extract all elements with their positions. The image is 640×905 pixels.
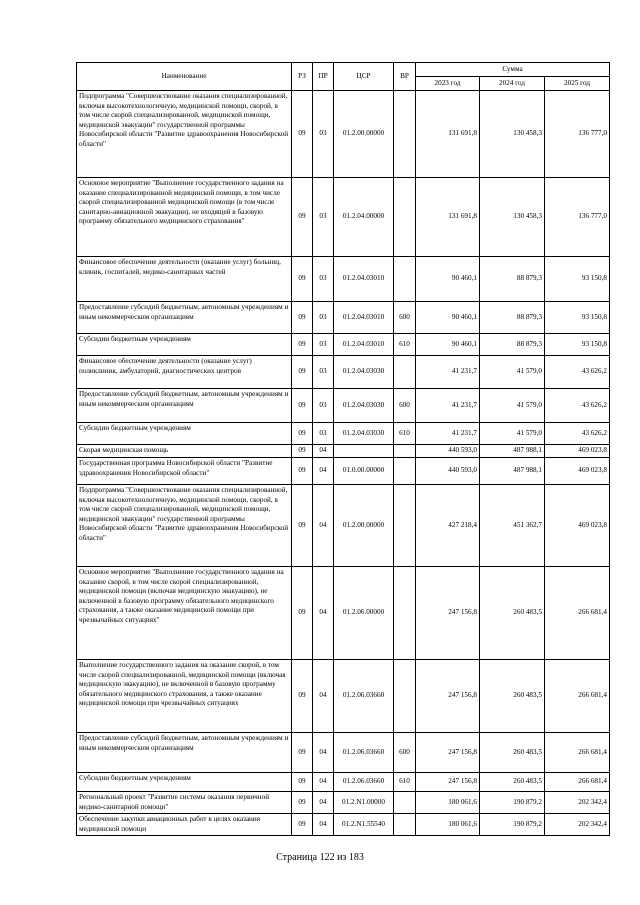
table-row xyxy=(77,356,610,389)
cell-vr xyxy=(394,178,416,257)
cell-y2023: 90 460,1 xyxy=(416,302,480,334)
cell-csr: 01.2.04.00000 xyxy=(334,178,394,257)
cell-vr: 610 xyxy=(394,423,416,445)
cell-y2025: 43 626,2 xyxy=(545,356,610,389)
cell-y2025: 266 681,4 xyxy=(545,567,610,660)
cell-pr: 04 xyxy=(313,660,334,733)
table-row xyxy=(77,792,610,814)
table-row xyxy=(77,423,610,445)
cell-csr: 01.2.00.00000 xyxy=(334,91,394,178)
cell-name: Предоставление субсидий бюджетным, автономным учреждениям и иным некоммерческим организациям xyxy=(77,389,292,423)
cell-y2023: 247 156,8 xyxy=(416,567,480,660)
cell-csr: 01.2.04.03010 xyxy=(334,334,394,356)
cell-y2023: 247 156,8 xyxy=(416,733,480,773)
cell-y2023: 247 156,8 xyxy=(416,660,480,733)
cell-csr: 01.2.04.03010 xyxy=(334,302,394,334)
page-number: Страница 122 из 183 xyxy=(276,852,364,863)
cell-name: Предоставление субсидий бюджетным, автономным учреждениям и иным некоммерческим организациям xyxy=(77,302,292,334)
cell-pr: 04 xyxy=(313,733,334,773)
cell-y2023: 90 460,1 xyxy=(416,257,480,302)
cell-y2025: 266 681,4 xyxy=(545,660,610,733)
cell-csr: 01.0.00.00000 xyxy=(334,458,394,485)
table-row xyxy=(77,458,610,485)
cell-pr: 04 xyxy=(313,567,334,660)
cell-y2024: 41 579,0 xyxy=(480,389,545,423)
table-row xyxy=(77,302,610,334)
cell-name: Субсидии бюджетным учреждениям xyxy=(77,423,292,445)
cell-rz: 09 xyxy=(292,445,313,458)
header-csr: ЦСР xyxy=(334,63,394,91)
cell-rz: 09 xyxy=(292,423,313,445)
cell-y2025: 266 681,4 xyxy=(545,773,610,792)
budget-table xyxy=(76,62,610,836)
cell-rz: 09 xyxy=(292,302,313,334)
cell-y2025: 136 777,0 xyxy=(545,91,610,178)
cell-csr: 01.2.06.03660 xyxy=(334,660,394,733)
cell-y2023: 90 460,1 xyxy=(416,334,480,356)
header-rz: РЗ xyxy=(292,63,313,91)
cell-rz: 09 xyxy=(292,814,313,836)
cell-y2025: 469 023,8 xyxy=(545,445,610,458)
table-body xyxy=(77,91,610,836)
table-row xyxy=(77,178,610,257)
cell-y2024: 190 879,2 xyxy=(480,814,545,836)
cell-rz: 09 xyxy=(292,91,313,178)
cell-rz: 09 xyxy=(292,334,313,356)
table-row xyxy=(77,91,610,178)
cell-csr: 01.2.06.00000 xyxy=(334,567,394,660)
cell-pr: 03 xyxy=(313,389,334,423)
cell-y2024: 487 988,1 xyxy=(480,458,545,485)
cell-csr: 01.2.06.03660 xyxy=(334,733,394,773)
cell-csr: 01.2.04.03010 xyxy=(334,257,394,302)
cell-rz: 09 xyxy=(292,792,313,814)
header-year-2023: 2023 год xyxy=(416,77,480,91)
table-row xyxy=(77,733,610,773)
cell-name: Скорая медицинская помощь xyxy=(77,445,292,458)
cell-rz: 09 xyxy=(292,660,313,733)
cell-y2024: 260 483,5 xyxy=(480,773,545,792)
cell-rz: 09 xyxy=(292,356,313,389)
cell-rz: 09 xyxy=(292,773,313,792)
cell-name: Финансовое обеспечение деятельности (оказание услуг) больниц, клиник, госпиталей, медико-санитарных частей xyxy=(77,257,292,302)
header-year-2025: 2025 год xyxy=(545,77,610,91)
cell-y2025: 266 681,4 xyxy=(545,733,610,773)
cell-y2024: 88 879,3 xyxy=(480,334,545,356)
cell-vr xyxy=(394,567,416,660)
cell-name: Региональный проект "Развитие системы оказания первичной медико-санитарной помощи" xyxy=(77,792,292,814)
cell-y2025: 43 626,2 xyxy=(545,389,610,423)
cell-y2023: 41 231,7 xyxy=(416,389,480,423)
cell-csr: 01.2.00.00000 xyxy=(334,485,394,567)
cell-y2025: 93 150,8 xyxy=(545,334,610,356)
header-name: Наименование xyxy=(77,63,292,91)
header-year-2024: 2024 год xyxy=(480,77,545,91)
header-vr: ВР xyxy=(394,63,416,91)
cell-pr: 04 xyxy=(313,773,334,792)
cell-vr xyxy=(394,458,416,485)
cell-rz: 09 xyxy=(292,389,313,423)
cell-y2023: 131 691,8 xyxy=(416,178,480,257)
cell-y2024: 260 483,5 xyxy=(480,733,545,773)
cell-rz: 09 xyxy=(292,485,313,567)
cell-name: Основное мероприятие "Выполнение государственного задания на оказание скорой, в том числе скорой специализированной, медицинской помощи (включая медицинскую эвакуацию), не включенной в базовую программу обязательного медицинского страхования, а также оказание медицинской помощи при чрезвычайных ситуациях" xyxy=(77,567,292,660)
cell-csr xyxy=(334,445,394,458)
cell-rz: 09 xyxy=(292,733,313,773)
cell-pr: 03 xyxy=(313,423,334,445)
cell-y2025: 469 023,8 xyxy=(545,485,610,567)
table-row xyxy=(77,814,610,836)
cell-y2023: 247 156,8 xyxy=(416,773,480,792)
cell-csr: 01.2.06.03660 xyxy=(334,773,394,792)
cell-pr: 04 xyxy=(313,792,334,814)
cell-y2025: 93 150,8 xyxy=(545,257,610,302)
cell-vr xyxy=(394,660,416,733)
cell-vr xyxy=(394,814,416,836)
cell-y2023: 41 231,7 xyxy=(416,423,480,445)
cell-y2024: 130 458,3 xyxy=(480,178,545,257)
cell-name: Субсидии бюджетным учреждениям xyxy=(77,334,292,356)
cell-vr: 600 xyxy=(394,733,416,773)
cell-y2025: 469 023,8 xyxy=(545,458,610,485)
table-row xyxy=(77,660,610,733)
cell-vr: 610 xyxy=(394,334,416,356)
cell-vr xyxy=(394,485,416,567)
cell-rz: 09 xyxy=(292,567,313,660)
table-row xyxy=(77,567,610,660)
cell-y2024: 88 879,3 xyxy=(480,257,545,302)
cell-y2023: 180 061,6 xyxy=(416,814,480,836)
cell-rz: 09 xyxy=(292,178,313,257)
cell-y2025: 136 777,0 xyxy=(545,178,610,257)
cell-y2025: 43 626,2 xyxy=(545,423,610,445)
cell-pr: 03 xyxy=(313,178,334,257)
cell-y2024: 487 988,1 xyxy=(480,445,545,458)
table-row xyxy=(77,334,610,356)
cell-csr: 01.2.N1.00000 xyxy=(334,792,394,814)
cell-y2024: 260 483,5 xyxy=(480,660,545,733)
cell-y2023: 440 593,0 xyxy=(416,445,480,458)
cell-pr: 04 xyxy=(313,814,334,836)
cell-y2023: 440 593,0 xyxy=(416,458,480,485)
cell-vr xyxy=(394,356,416,389)
cell-y2023: 180 061,6 xyxy=(416,792,480,814)
cell-name: Государственная программа Новосибирской области "Развитие здравоохранения Новосибирской области" xyxy=(77,458,292,485)
cell-vr xyxy=(394,445,416,458)
cell-vr: 610 xyxy=(394,773,416,792)
cell-rz: 09 xyxy=(292,257,313,302)
cell-pr: 04 xyxy=(313,485,334,567)
cell-csr: 01.2.04.03030 xyxy=(334,389,394,423)
cell-vr: 600 xyxy=(394,302,416,334)
table-row xyxy=(77,257,610,302)
cell-pr: 03 xyxy=(313,302,334,334)
cell-pr: 03 xyxy=(313,334,334,356)
cell-csr: 01.2.N1.55540 xyxy=(334,814,394,836)
cell-y2023: 427 218,4 xyxy=(416,485,480,567)
cell-name: Подпрограмма "Совершенствование оказания специализированной, включая высокотехнологичную, медицинской помощи, скорой, в том числе скорой специализированной, медицинской помощи, медицинской эвакуации" государственной программы Новосибирской области "Развитие здравоохранения Новосибирской области" xyxy=(77,91,292,178)
cell-name: Предоставление субсидий бюджетным, автономным учреждениям и иным некоммерческим организациям xyxy=(77,733,292,773)
cell-name: Подпрограмма "Совершенствование оказания специализированной, включая высокотехнологичную, медицинской помощи, скорой, в том числе скорой специализированной, медицинской помощи, медицинской эвакуации" государственной программы Новосибирской области "Развитие здравоохранения Новосибирской области" xyxy=(77,485,292,567)
cell-name: Выполнение государственного задания на оказание скорой, в том числе скорой специализированной, медицинской помощи (включая медицинскую эвакуацию), не включенной в базовую программу обязательного медицинского страхования, а также оказание медицинской помощи при чрезвычайных ситуациях xyxy=(77,660,292,733)
cell-y2025: 202 342,4 xyxy=(545,792,610,814)
cell-y2024: 260 483,5 xyxy=(480,567,545,660)
cell-y2023: 131 691,8 xyxy=(416,91,480,178)
cell-csr: 01.2.04.03030 xyxy=(334,356,394,389)
table-row xyxy=(77,389,610,423)
cell-vr xyxy=(394,792,416,814)
cell-y2024: 88 879,3 xyxy=(480,302,545,334)
table-row xyxy=(77,773,610,792)
cell-y2024: 451 362,7 xyxy=(480,485,545,567)
cell-pr: 03 xyxy=(313,356,334,389)
cell-vr xyxy=(394,91,416,178)
cell-rz: 09 xyxy=(292,458,313,485)
cell-vr xyxy=(394,257,416,302)
table-row xyxy=(77,445,610,458)
cell-pr: 04 xyxy=(313,445,334,458)
cell-y2024: 41 579,0 xyxy=(480,423,545,445)
header-pr: ПР xyxy=(313,63,334,91)
cell-y2023: 41 231,7 xyxy=(416,356,480,389)
cell-csr: 01.2.04.03030 xyxy=(334,423,394,445)
cell-y2025: 93 150,8 xyxy=(545,302,610,334)
cell-pr: 03 xyxy=(313,257,334,302)
cell-vr: 600 xyxy=(394,389,416,423)
cell-name: Обеспечение закупки авиационных работ в целях оказания медицинской помощи xyxy=(77,814,292,836)
cell-pr: 04 xyxy=(313,458,334,485)
cell-name: Финансовое обеспечение деятельности (оказание услуг) поликлиник, амбулаторий, диагностических центров xyxy=(77,356,292,389)
cell-y2025: 202 342,4 xyxy=(545,814,610,836)
cell-pr: 03 xyxy=(313,91,334,178)
cell-y2024: 130 458,3 xyxy=(480,91,545,178)
header-sum: Сумма xyxy=(416,63,610,77)
cell-y2024: 41 579,0 xyxy=(480,356,545,389)
cell-name: Субсидии бюджетным учреждениям xyxy=(77,773,292,792)
table-row xyxy=(77,485,610,567)
cell-name: Основное мероприятие "Выполнение государственного задания на оказание специализированной медицинской помощи, в том числе скорой специализированной медицинской помощи (в том числе санитарно-авиационной эвакуации), не входящей в базовую программу обязательного медицинского страхования" xyxy=(77,178,292,257)
cell-y2024: 190 879,2 xyxy=(480,792,545,814)
